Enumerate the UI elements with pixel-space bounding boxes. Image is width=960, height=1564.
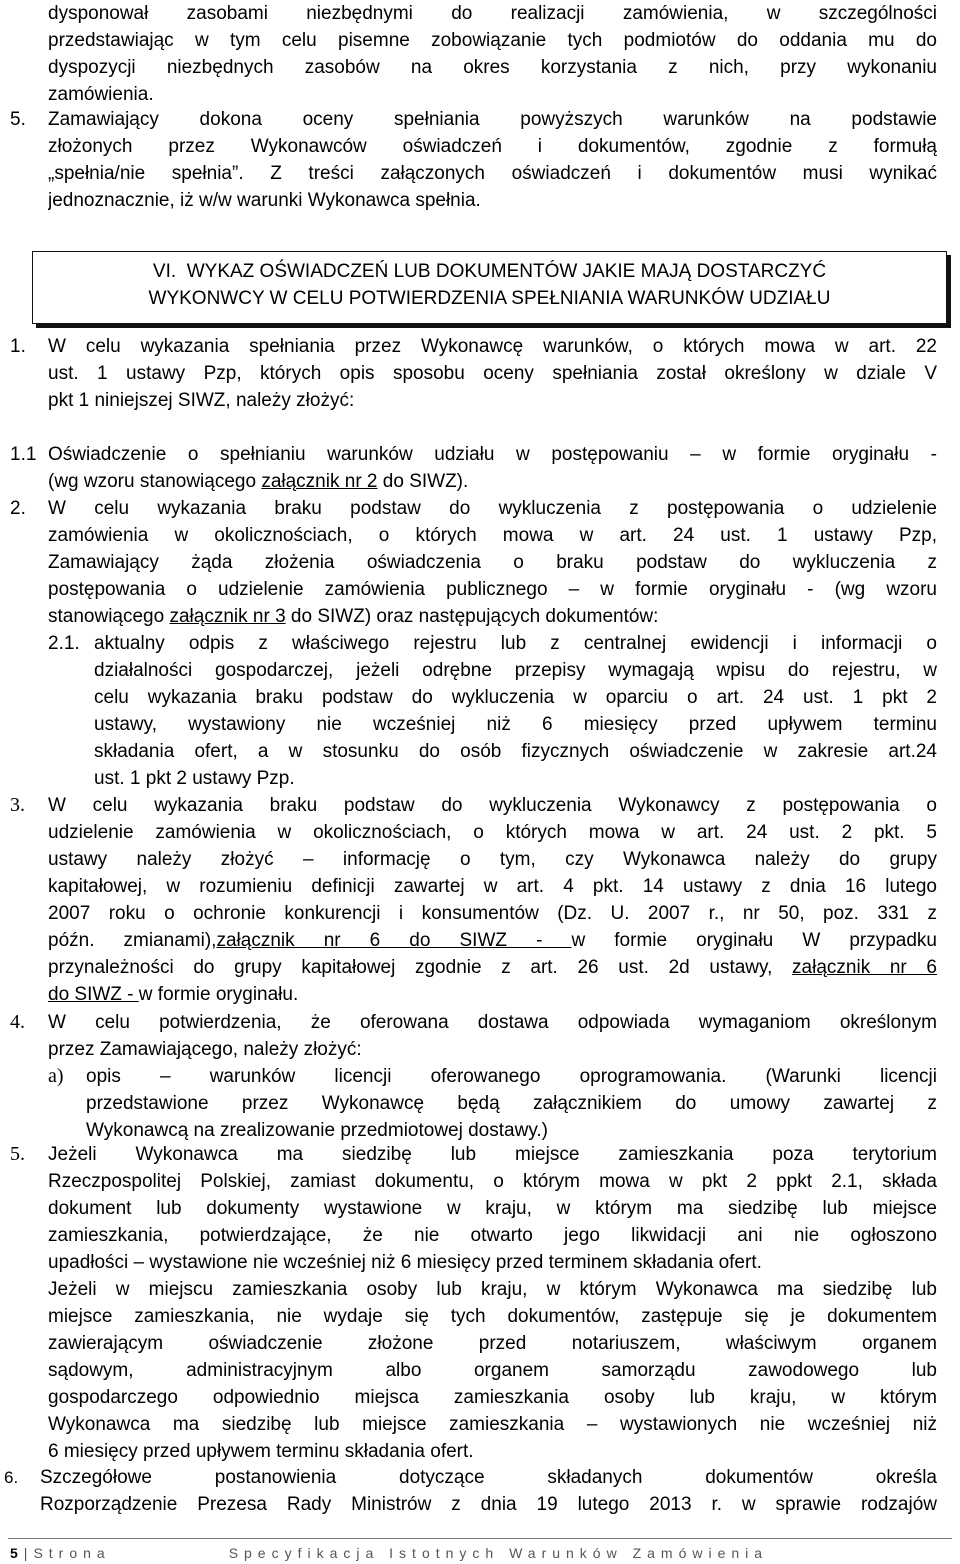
item-number: 3. — [10, 794, 25, 816]
item-number: 1. — [10, 336, 26, 357]
text-line: kapitałowej, w rozumieniu definicji zawartej w art. 4 pkt. 14 ustawy z dnia 16 lutego — [48, 876, 937, 897]
text-line: przedstawione przez Wykonawcę będą załącznikiem do umowy zawartej z — [86, 1093, 937, 1114]
text-line: zawierającym oświadczenie złożone przed notariuszem, właściwym organem — [48, 1333, 937, 1354]
text-line: 6 miesięcy przed upływem terminu składania ofert. — [48, 1441, 474, 1462]
text-line: „spełnia/nie spełnia”. Z treści załączonych oświadczeń i dokumentów musi wynikać — [48, 163, 937, 184]
text-run: w formie oryginału. — [138, 984, 299, 1005]
item-letter: a) — [48, 1065, 64, 1087]
attachment-reference: do SIWZ - — [48, 984, 139, 1005]
text-line: Wykonawcą na zrealizowanie przedmiotowej dostawy.) — [86, 1120, 549, 1141]
text-line: Rzeczpospolitej Polskiej, zamiast dokumentu, o którym mowa w pkt 2 ppkt 2.1, składa — [48, 1171, 937, 1192]
page-number: 5 — [10, 1545, 18, 1561]
text-line: Zamawiający żąda złożenia oświadczenia o braku podstaw do wykluczenia z — [48, 552, 937, 573]
text-line: zamówienia w okolicznościach, o których mowa w art. 24 ust. 1 ustawy Pzp, — [48, 525, 937, 546]
text-line: ustawy należy złożyć – informację o tym, czy Wykonawca należy do grupy — [48, 849, 937, 870]
attachment-reference: załącznik nr 6 do SIWZ - — [216, 930, 572, 951]
text-line — [48, 927, 937, 954]
text-line: działalności gospodarczej, jeżeli odrębne przepisy wymagają wpisu do rejestru, w — [94, 660, 937, 681]
attachment-reference: załącznik nr 2 — [261, 471, 378, 492]
text-line: przez Zamawiającego, należy złożyć: — [48, 1039, 362, 1060]
text-line: W celu wykazania braku podstaw do wykluczenia Wykonawcy z postępowania o — [48, 795, 937, 816]
attachment-reference: załącznik nr 3 — [169, 606, 286, 627]
text-line: Rozporządzenie Prezesa Rady Ministrów z dnia 19 lutego 2013 r. w sprawie rodzajów — [40, 1494, 937, 1515]
text-line: W celu wykazania spełniania przez Wykonawcę warunków, o których mowa w art. 22 — [48, 336, 937, 357]
item-number: 5. — [10, 109, 26, 130]
footer-divider — [8, 1538, 952, 1539]
item-number: 4. — [10, 1011, 25, 1033]
text-line: Zamawiający dokona oceny spełniania powyższych warunków na podstawie — [48, 109, 937, 130]
text-line: W celu potwierdzenia, że oferowana dostawa odpowiada wymaganiom określonym — [48, 1012, 937, 1033]
text-line: miejsce zamieszkania, nie wydaje się tych dokumentów, zastępuje się je dokumentem — [48, 1306, 937, 1327]
text-line: jednoznacznie, iż w/w warunki Wykonawca spełnia. — [48, 190, 481, 211]
text-line: pkt 1 niniejszej SIWZ, należy złożyć: — [48, 390, 355, 411]
section-heading-line: VI. WYKAZ OŚWIADCZEŃ LUB DOKUMENTÓW JAKIE MAJĄ DOSTARCZYĆ — [152, 261, 827, 282]
text-run: późn. zmianami), — [48, 930, 217, 951]
text-line: udzielenie zamówienia w okolicznościach, o których mowa w art. 24 ust. 2 pkt. 5 — [48, 822, 937, 843]
text-run: stanowiącego — [48, 606, 170, 627]
text-line — [48, 468, 937, 495]
text-line: aktualny odpis z właściwego rejestru lub z centralnej ewidencji i informacji o — [94, 633, 937, 654]
text-line: gospodarczego odpowiednio miejsca zamieszkania osoby lub kraju, w którym — [48, 1387, 937, 1408]
text-line: W celu wykazania braku podstaw do wykluczenia z postępowania o udzielenie — [48, 498, 937, 519]
footer-page-label: Strona — [33, 1545, 111, 1561]
text-line: ust. 1 pkt 2 ustawy Pzp. — [94, 768, 295, 789]
text-line: Szczegółowe postanowienia dotyczące składanych dokumentów określa — [40, 1467, 937, 1488]
text-line: dokument lub dokumenty wystawione w kraju, w którym ma siedzibę lub miejsce — [48, 1198, 937, 1219]
text-line: celu wykazania braku podstaw do wykluczenia w oparciu o art. 24 ust. 1 pkt 2 — [94, 687, 937, 708]
text-line: 2007 roku o ochronie konkurencji i konsumentów (Dz. U. 2007 r., nr 50, poz. 331 z — [48, 903, 937, 924]
text-run: do SIWZ). — [377, 471, 469, 492]
text-line: zamieszkania, potwierdzające, że nie otwarto jego likwidacji ani nie ogłoszono — [48, 1225, 937, 1246]
text-line: upadłości – wystawione nie wcześniej niż 6 miesięcy przed terminem składania ofert. — [48, 1252, 762, 1273]
text-line: Jeżeli w miejscu zamieszkania osoby lub kraju, w którym Wykonawca ma siedzibę lub — [48, 1279, 937, 1300]
text-line — [48, 954, 937, 981]
text-line: postępowania o udzielenie zamówienia publicznego – w formie oryginału - (wg wzoru — [48, 579, 937, 600]
text-run: przynależności do grupy kapitałowej zgodnie z art. 26 ust. 2d ustawy, — [48, 957, 793, 978]
text-line: opis – warunków licencji oferowanego oprogramowania. (Warunki licencji — [86, 1066, 937, 1087]
text-line: Wykonawca ma siedzibę lub miejsce zamieszkania – wystawionych nie wcześniej niż — [48, 1414, 937, 1435]
text-line: przedstawiając w tym celu pisemne zobowiązanie tych podmiotów do oddania mu do — [48, 30, 937, 51]
text-run: do SIWZ) oraz następujących dokumentów: — [285, 606, 659, 627]
text-line: ust. 1 ustawy Pzp, których opis sposobu oceny spełniania został określony w dziale V — [48, 363, 937, 384]
section-header-box — [32, 251, 947, 324]
item-number: 5. — [10, 1143, 25, 1165]
text-line — [48, 981, 937, 1008]
text-line: dyspozycji niezbędnych zasobów na okres korzystania z nich, przy wykonaniu — [48, 57, 937, 78]
item-number: 2.1. — [48, 633, 80, 654]
text-line: Oświadczenie o spełnianiu warunków udziału w postępowaniu – w formie oryginału - — [48, 444, 937, 465]
text-line: dysponował zasobami niezbędnymi do realizacji zamówienia, w szczególności — [48, 3, 937, 24]
text-line: sądowym, administracyjnym albo organem samorządu zawodowego lub — [48, 1360, 937, 1381]
footer-document-title: Specyfikacja Istotnych Warunków Zamówienia — [228, 1545, 769, 1561]
text-line — [48, 603, 937, 630]
text-run: (wg wzoru stanowiącego — [48, 471, 262, 492]
text-line: złożonych przez Wykonawców oświadczeń i dokumentów, zgodnie z formułą — [48, 136, 937, 157]
item-number: 6. — [4, 1468, 19, 1487]
footer-separator: | — [23, 1545, 28, 1561]
attachment-reference: załącznik nr 6 — [792, 957, 937, 978]
section-heading-line: WYKONWCY W CELU POTWIERDZENIA SPEŁNIANIA WARUNKÓW UDZIAŁU — [148, 288, 831, 309]
text-line: składania ofert, a w stosunku do osób fizycznych oświadczenie w zakresie art.24 — [94, 741, 937, 762]
text-line: ustawy, wystawiony nie wcześniej niż 6 miesięcy przed upływem terminu — [94, 714, 937, 735]
item-number: 1.1 — [10, 444, 37, 465]
item-number: 2. — [10, 498, 26, 519]
text-run: w formie oryginału W przypadku — [571, 930, 937, 951]
page-footer — [10, 1543, 768, 1563]
text-line: Jeżeli Wykonawca ma siedzibę lub miejsce zamieszkania poza terytorium — [48, 1144, 937, 1165]
text-line: zamówienia. — [48, 84, 154, 105]
